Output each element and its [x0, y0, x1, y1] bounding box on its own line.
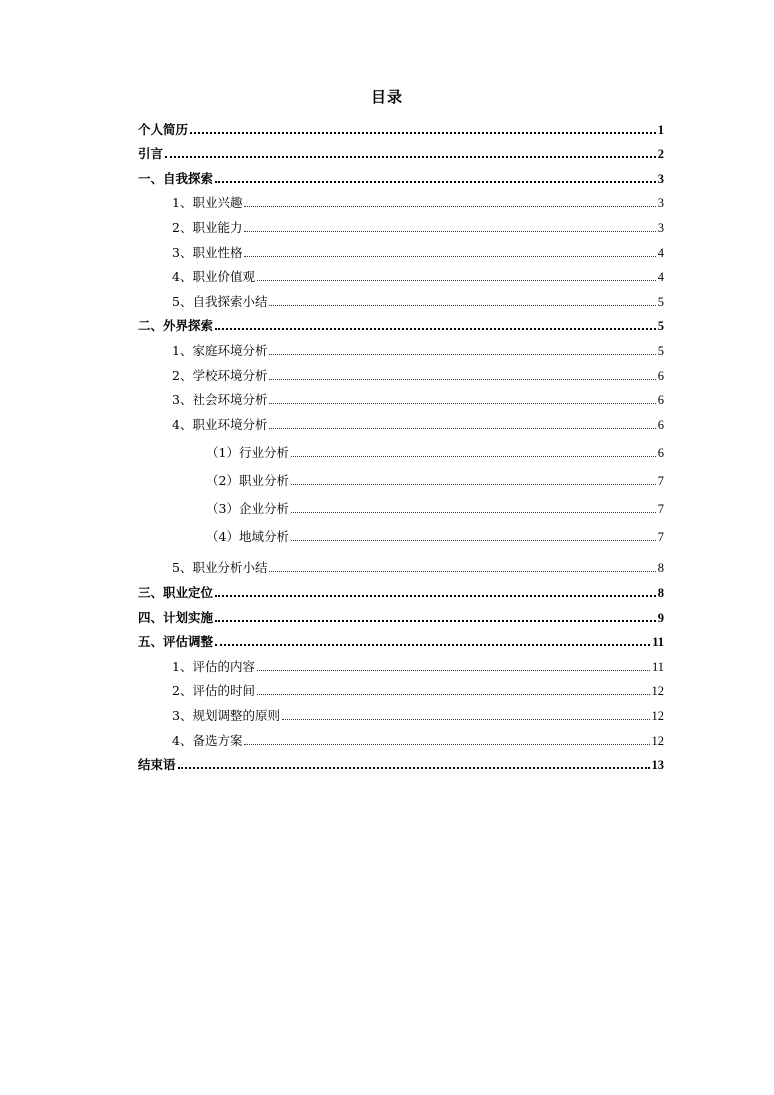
dot-leader: [244, 744, 649, 745]
dot-leader: [257, 280, 656, 281]
dot-leader: [244, 231, 655, 232]
toc-entry-label: （1）行业分析: [206, 444, 289, 460]
toc-entry[interactable]: [138, 627, 664, 652]
toc-entry[interactable]: [138, 750, 664, 775]
toc-entry-page: 6: [657, 445, 664, 460]
toc-entry-page: 6: [657, 368, 664, 383]
toc-entry-label: 五、评估调整: [138, 634, 214, 650]
toc-entry-page: 5: [657, 343, 664, 358]
dot-leader: [291, 512, 656, 513]
toc-entry-label: 3、职业性格: [172, 244, 243, 260]
dot-leader: [257, 670, 650, 671]
toc-entry-page: 6: [657, 393, 664, 408]
table-of-contents: [138, 114, 664, 774]
toc-entry-page: 11: [651, 659, 664, 674]
toc-entry[interactable]: [138, 577, 664, 602]
toc-entry[interactable]: [138, 286, 664, 311]
dot-leader: [269, 379, 655, 380]
toc-entry[interactable]: [138, 434, 664, 462]
toc-entry-page: 7: [657, 530, 664, 545]
toc-entry-page: 6: [657, 417, 664, 432]
toc-entry[interactable]: [138, 462, 664, 490]
toc-entry-page: 11: [652, 635, 664, 650]
toc-entry-page: 13: [651, 758, 664, 773]
toc-entry-page: 3: [657, 220, 664, 235]
dot-leader: [269, 305, 655, 306]
toc-entry-label: 1、职业兴趣: [172, 195, 243, 211]
toc-entry-label: 3、社会环境分析: [172, 392, 268, 408]
toc-entry[interactable]: [138, 335, 664, 360]
toc-entry-label: 2、职业能力: [172, 219, 243, 235]
toc-entry-label: 一、自我探索: [138, 170, 214, 186]
toc-entry-page: 5: [657, 319, 664, 334]
toc-title: 目录: [370, 88, 403, 106]
dot-leader: [291, 456, 656, 457]
toc-entry[interactable]: [138, 188, 664, 213]
dot-leader: [269, 354, 655, 355]
toc-entry-label: 4、职业环境分析: [172, 416, 268, 432]
dot-leader: [269, 428, 655, 429]
toc-entry-label: 1、家庭环境分析: [172, 342, 268, 358]
dot-leader: [215, 644, 650, 646]
toc-entry[interactable]: [138, 139, 664, 164]
dot-leader: [215, 328, 656, 330]
toc-entry-page: 4: [657, 245, 664, 260]
toc-entry-label: 2、评估的时间: [172, 683, 255, 699]
dot-leader: [257, 694, 650, 695]
dot-leader: [215, 620, 656, 622]
dot-leader: [244, 256, 655, 257]
toc-entry-label: （4）地域分析: [206, 529, 289, 545]
toc-entry[interactable]: [138, 311, 664, 336]
toc-entry-page: 12: [651, 709, 664, 724]
toc-entry-page: 4: [657, 270, 664, 285]
dot-leader: [244, 206, 655, 207]
toc-entry-page: 1: [657, 122, 664, 137]
toc-entry-label: 四、计划实施: [138, 609, 214, 625]
toc-entry-label: 1、评估的内容: [172, 658, 255, 674]
dot-leader: [165, 156, 656, 158]
toc-entry-page: 12: [651, 684, 664, 699]
toc-entry-label: 5、自我探索小结: [172, 293, 268, 309]
toc-entry[interactable]: [138, 602, 664, 627]
dot-leader: [269, 571, 655, 572]
toc-entry-label: 结束语: [138, 757, 176, 773]
toc-entry-page: 7: [657, 474, 664, 489]
toc-entry[interactable]: [138, 518, 664, 546]
toc-entry-label: 三、职业定位: [138, 585, 214, 601]
toc-entry[interactable]: [138, 725, 664, 750]
dot-leader: [215, 595, 656, 597]
toc-entry-page: 3: [657, 196, 664, 211]
toc-entry-label: （2）职业分析: [206, 473, 289, 489]
toc-entry-label: 个人简历: [138, 121, 189, 137]
dot-leader: [291, 484, 656, 485]
dot-leader: [190, 132, 656, 134]
toc-entry[interactable]: [138, 546, 664, 577]
toc-entry[interactable]: [138, 360, 664, 385]
toc-entry-label: 引言: [138, 146, 164, 162]
toc-entry-page: 8: [657, 586, 664, 601]
toc-entry[interactable]: [138, 700, 664, 725]
toc-entry-page: 12: [651, 733, 664, 748]
toc-entry-page: 9: [657, 610, 664, 625]
toc-entry-page: 8: [657, 561, 664, 576]
toc-entry[interactable]: [138, 237, 664, 262]
dot-leader: [215, 181, 656, 183]
toc-entry[interactable]: [138, 114, 664, 139]
toc-entry-label: 4、职业价值观: [172, 269, 255, 285]
toc-entry[interactable]: [138, 385, 664, 410]
toc-entry[interactable]: [138, 676, 664, 701]
toc-entry-label: （3）企业分析: [206, 501, 289, 517]
toc-entry[interactable]: [138, 212, 664, 237]
toc-entry-label: 3、规划调整的原则: [172, 708, 280, 724]
toc-entry[interactable]: [138, 490, 664, 518]
toc-entry-label: 二、外界探索: [138, 318, 214, 334]
dot-leader: [282, 719, 650, 720]
toc-entry-page: 3: [657, 171, 664, 186]
dot-leader: [269, 403, 655, 404]
toc-entry-label: 4、备选方案: [172, 732, 243, 748]
toc-entry[interactable]: [138, 163, 664, 188]
dot-leader: [291, 540, 656, 541]
dot-leader: [178, 767, 650, 769]
toc-entry-label: 2、学校环境分析: [172, 367, 268, 383]
toc-entry-page: 5: [657, 294, 664, 309]
toc-entry-page: 2: [657, 147, 664, 162]
toc-entry-page: 7: [657, 502, 664, 517]
toc-entry[interactable]: [138, 262, 664, 287]
toc-entry[interactable]: [138, 409, 664, 434]
toc-entry[interactable]: [138, 651, 664, 676]
toc-entry-label: 5、职业分析小结: [172, 560, 268, 576]
